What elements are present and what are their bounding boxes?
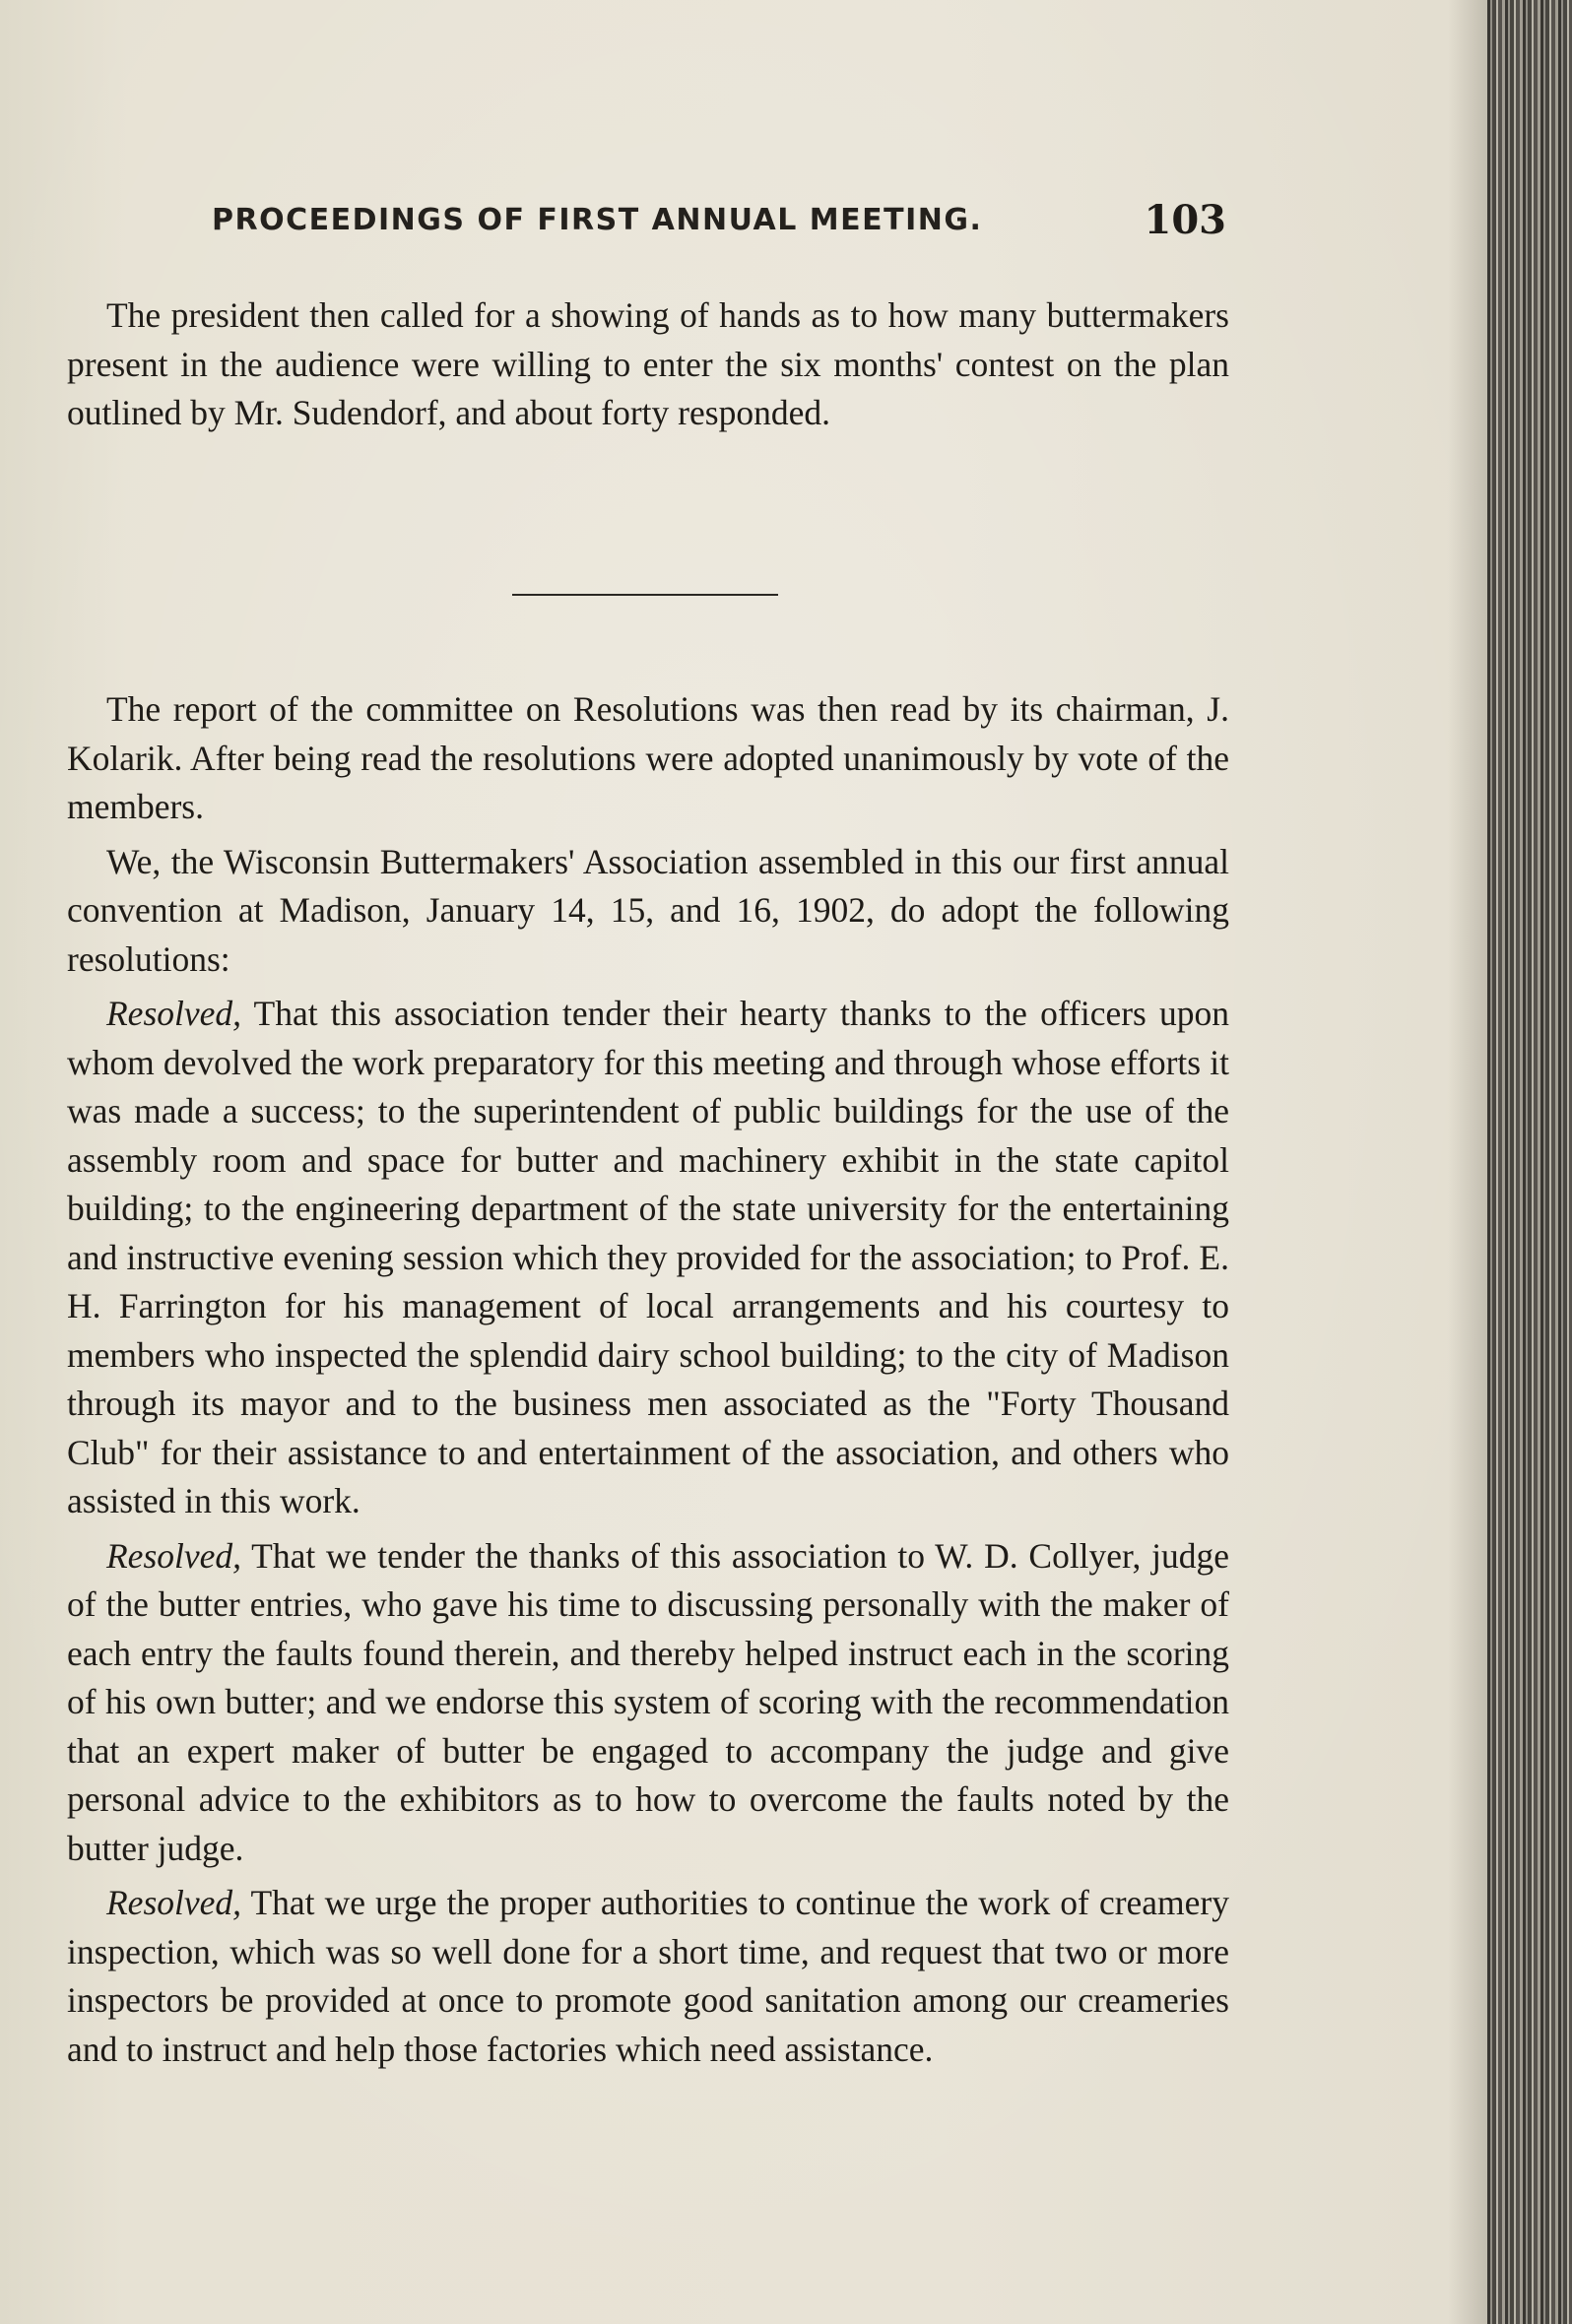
paragraph-resolutions-intro: We, the Wisconsin Buttermakers' Association assembled in this our first annual convention at Madison, January 14, 15, and 16, 1902, do adopt the following resolutions: [67,841,1229,979]
page-number: 103 [1144,197,1226,243]
resolution-3-lead: Resolved, [106,1883,242,1922]
paragraph-show-of-hands: The president then called for a showing of hands as to how many buttermakers present in the audience were willing to enter the six months' contest on the plan outlined by Mr. Sudendorf, and about forty responded. [67,295,1229,432]
resolution-3-text: That we urge the proper authorities to continue the work of creamery inspection, which was so well done for a short time, and request that two or more inspectors be provided at once to promote good sanitation among our creameries and to instruct and help those factories which need assistance. [67,1883,1229,2069]
paragraph-committee-report: The report of the committee on Resolutions was then read by its chairman, J. Kolarik. After being read the resolutions were adopted unanimously by vote of the members. [67,689,1229,826]
resolution-2-lead: Resolved, [106,1535,242,1576]
binding-shadow [1448,0,1487,2324]
opening-section [67,291,1229,438]
resolution-3 [67,1879,1229,2074]
resolution-2-text: That we tender the thanks of this association to W. D. Collyer, judge of the butter entries, who gave his time to discussing personally with the maker of each entry the faults found therein, and thereby helped instruct each in the scoring of his own butter; and we endorse this system of scoring with the recommendation that an expert maker of butter be engaged to accompany the judge and give personal advice to the exhibitors as to how to overcome the faults noted by the butter judge. [67,1535,1229,1868]
running-head: PROCEEDINGS OF FIRST ANNUAL MEETING. [212,203,983,237]
section-divider [512,594,778,596]
resolution-1 [67,990,1229,1526]
resolution-1-text: That this association tender their hearty thanks to the officers upon whom devolved the work preparatory for this meeting and through whose efforts it was made a success; to the superintendent of public buildings for the use of the assembly room and space for butter and machinery exhibit in the state capitol building; to the engineering department of the state university for the entertaining and instructive evening session which they provided for the association; to Prof. E. H. Farrington for his management of local arrangements and his courtesy to members who inspected the splendid dairy school building; to the city of Madison through its mayor and to the business men associated as the "Forty Thousand Club" for their assistance to and entertainment of the association, and others who assisted in this work. [67,994,1229,1520]
resolution-2 [67,1532,1229,1874]
resolutions-section [67,685,1229,2074]
resolution-1-lead: Resolved, [106,994,242,1033]
page-header [212,197,1226,246]
book-binding-edge [1487,0,1572,2324]
